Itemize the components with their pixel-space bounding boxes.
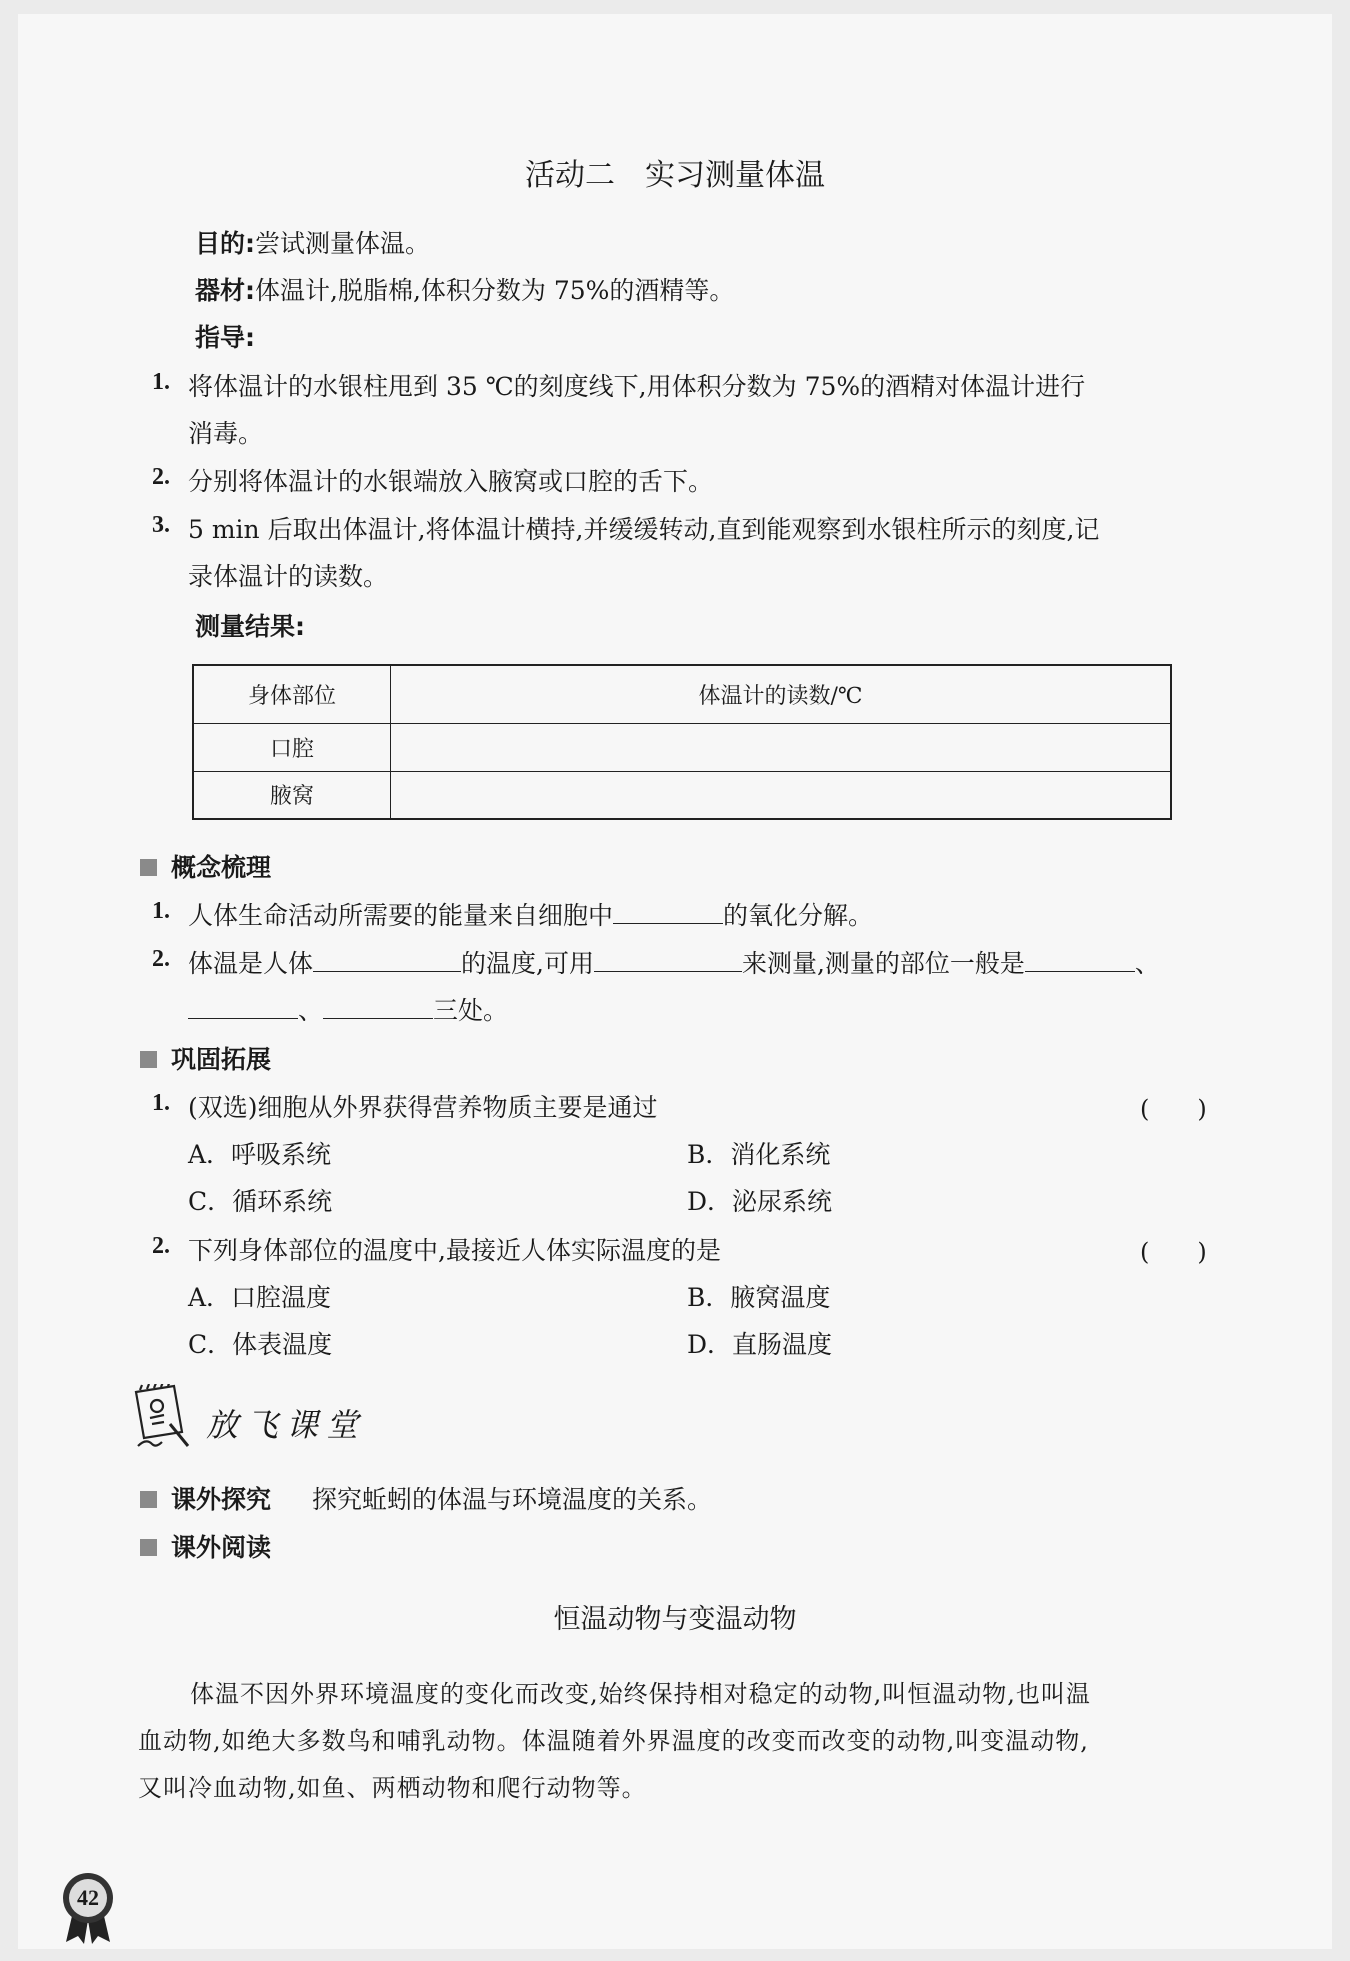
materials-line bbox=[195, 271, 734, 307]
section-square-icon bbox=[140, 1051, 157, 1068]
materials-label: 器材: bbox=[195, 276, 255, 305]
purpose-text: 尝试测量体温。 bbox=[255, 229, 431, 258]
step-2-line-1: 分别将体温计的水银端放入腋窝或口腔的舌下。 bbox=[188, 467, 714, 496]
result-label: 测量结果: bbox=[195, 612, 305, 641]
header-reading: 体温计的读数/℃ bbox=[391, 665, 1172, 723]
concept-q2-text-5: 、 bbox=[298, 996, 324, 1025]
concept-q2-blank-3[interactable] bbox=[1025, 946, 1135, 972]
mc-q1-option-c[interactable]: C．循环系统 bbox=[188, 1187, 333, 1216]
classroom-banner-title: 放飞课堂 bbox=[206, 1406, 367, 1444]
activity-title: 活动二 实习测量体温 bbox=[525, 158, 825, 193]
concept-section-header bbox=[140, 848, 271, 884]
reading-section-title: 课外阅读 bbox=[171, 1533, 272, 1562]
article-line-2: 血动物,如绝大多数鸟和哺乳动物。体温随着外界温度的改变而改变的动物,叫变温动物, bbox=[138, 1727, 1089, 1755]
explore-section-title: 课外探究 bbox=[171, 1485, 272, 1514]
step-3-line-2: 录体温计的读数。 bbox=[188, 562, 389, 591]
mc-q2-number: 2. bbox=[152, 1233, 170, 1259]
concept-q2-blank-4[interactable] bbox=[188, 993, 298, 1019]
concept-q1-text-before: 人体生命活动所需要的能量来自细胞中 bbox=[188, 901, 614, 930]
step-1-line-1: 将体温计的水银柱甩到 35 ℃的刻度线下,用体积分数为 75%的酒精对体温计进行 bbox=[188, 372, 1086, 401]
page-number: 42 bbox=[77, 1885, 99, 1910]
article-line-3: 又叫冷血动物,如鱼、两栖动物和爬行动物等。 bbox=[138, 1774, 647, 1802]
table-row bbox=[193, 771, 1171, 819]
guide-label: 指导: bbox=[195, 323, 255, 352]
table-row bbox=[193, 723, 1171, 771]
concept-q2-blank-2[interactable] bbox=[594, 946, 742, 972]
purpose-line bbox=[195, 224, 430, 260]
explore-section-text: 探究蚯蚓的体温与环境温度的关系。 bbox=[312, 1485, 713, 1514]
article-title: 恒温动物与变温动物 bbox=[553, 1604, 797, 1635]
mc-q1-answer-paren[interactable]: ( ) bbox=[1140, 1095, 1207, 1123]
notebook-illustration-icon bbox=[130, 1384, 192, 1450]
consolidate-section-title: 巩固拓展 bbox=[171, 1045, 272, 1074]
table-header-row bbox=[193, 665, 1171, 723]
concept-section-title: 概念梳理 bbox=[171, 853, 272, 882]
concept-q2-text-4: 、 bbox=[1134, 949, 1160, 978]
section-square-icon bbox=[140, 1491, 157, 1508]
mc-q2-answer-paren[interactable]: ( ) bbox=[1140, 1238, 1207, 1266]
purpose-label: 目的: bbox=[195, 229, 255, 258]
concept-q1-blank[interactable] bbox=[613, 898, 723, 924]
result-table bbox=[192, 664, 1172, 820]
step-1-line-2: 消毒。 bbox=[188, 419, 264, 448]
concept-q2-line-2 bbox=[188, 991, 508, 1027]
concept-q1-number: 1. bbox=[152, 898, 170, 924]
concept-q2-text-6: 三处。 bbox=[433, 996, 509, 1025]
header-body-part: 身体部位 bbox=[193, 665, 391, 723]
explore-section-header bbox=[140, 1480, 271, 1516]
cell-part-mouth: 口腔 bbox=[193, 723, 391, 771]
concept-q2-blank-5[interactable] bbox=[323, 993, 433, 1019]
mc-q1-option-a[interactable]: A．呼吸系统 bbox=[188, 1140, 332, 1169]
concept-q2-line-1 bbox=[188, 944, 1160, 980]
cell-reading-armpit[interactable] bbox=[391, 771, 1172, 819]
mc-q1-option-b[interactable]: B．消化系统 bbox=[687, 1140, 831, 1169]
mc-q2-option-b[interactable]: B．腋窝温度 bbox=[687, 1283, 831, 1312]
mc-q2-option-a[interactable]: A．口腔温度 bbox=[188, 1283, 332, 1312]
mc-q2-stem: 下列身体部位的温度中,最接近人体实际温度的是 bbox=[188, 1236, 721, 1265]
cell-reading-mouth[interactable] bbox=[391, 723, 1172, 771]
concept-q2-text-1: 体温是人体 bbox=[188, 949, 314, 978]
concept-q2-text-2: 的温度,可用 bbox=[461, 949, 594, 978]
mc-q2-option-c[interactable]: C．体表温度 bbox=[188, 1330, 333, 1359]
concept-q2-number: 2. bbox=[152, 946, 170, 972]
materials-text: 体温计,脱脂棉,体积分数为 75%的酒精等。 bbox=[255, 276, 735, 305]
concept-q1-text-after: 的氧化分解。 bbox=[723, 901, 874, 930]
mc-q1-number: 1. bbox=[152, 1090, 170, 1116]
reading-section-header bbox=[140, 1528, 271, 1564]
mc-q1-option-d[interactable]: D．泌尿系统 bbox=[687, 1187, 833, 1216]
step-3-number: 3. bbox=[152, 512, 170, 538]
concept-q1 bbox=[188, 896, 873, 932]
section-square-icon bbox=[140, 1539, 157, 1556]
concept-q2-text-3: 来测量,测量的部位一般是 bbox=[741, 949, 1025, 978]
mc-q1-stem: (双选)细胞从外界获得营养物质主要是通过 bbox=[188, 1093, 658, 1122]
concept-q2-blank-1[interactable] bbox=[313, 946, 461, 972]
article-line-1: 体温不因外界环境温度的变化而改变,始终保持相对稳定的动物,叫恒温动物,也叫温 bbox=[190, 1680, 1091, 1708]
step-2-number: 2. bbox=[152, 464, 170, 490]
consolidate-section-header bbox=[140, 1040, 271, 1076]
step-1-number: 1. bbox=[152, 369, 170, 395]
mc-q2-option-d[interactable]: D．直肠温度 bbox=[687, 1330, 833, 1359]
page-number-badge bbox=[58, 1870, 118, 1946]
section-square-icon bbox=[140, 859, 157, 876]
cell-part-armpit: 腋窝 bbox=[193, 771, 391, 819]
step-3-line-1: 5 min 后取出体温计,将体温计横持,并缓缓转动,直到能观察到水银柱所示的刻度,记 bbox=[188, 515, 1100, 544]
